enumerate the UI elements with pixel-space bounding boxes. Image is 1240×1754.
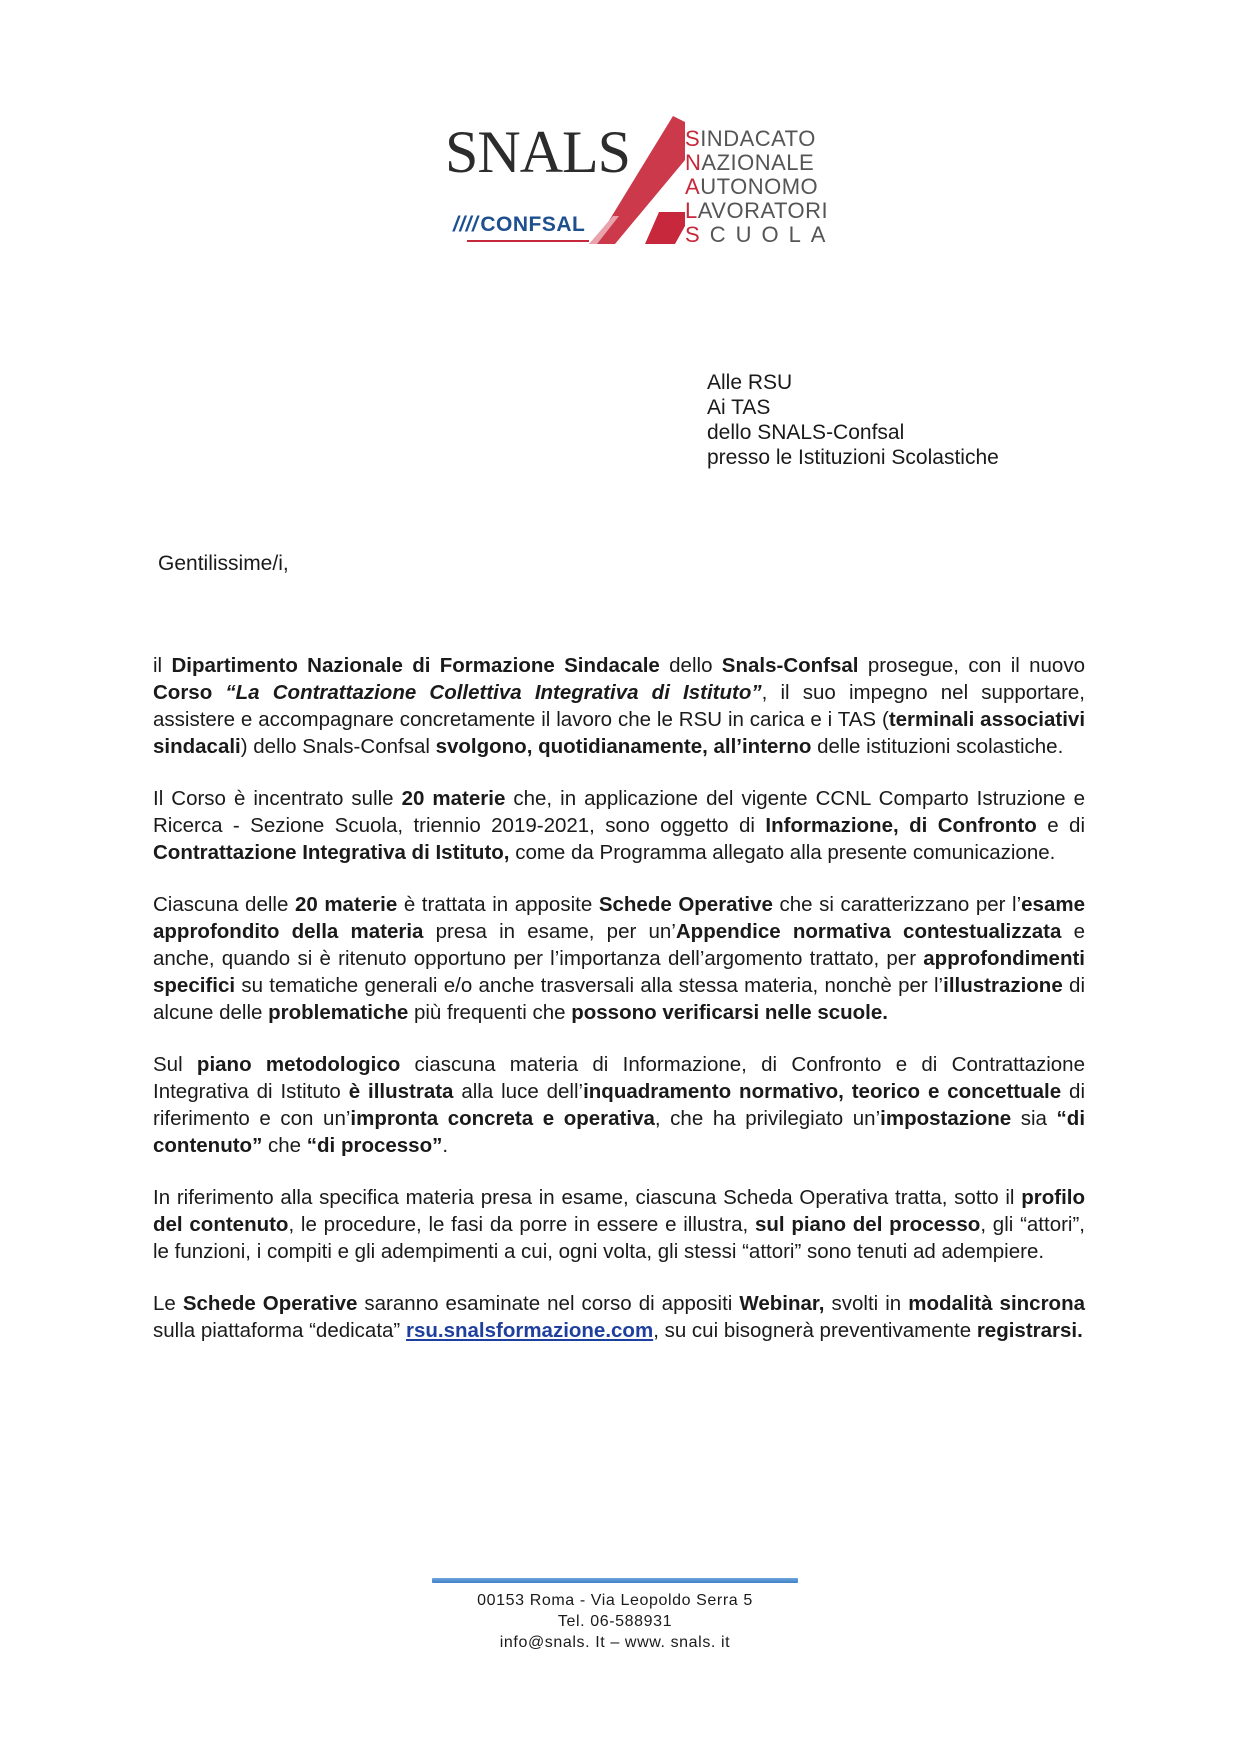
paragraph-text: ) dello Snals-Confsal xyxy=(240,735,436,758)
footer-web: info@snals. It – www. snals. it xyxy=(499,1634,731,1651)
emphasized-text: Schede Operative xyxy=(598,893,773,916)
emphasized-text: problematiche xyxy=(268,1001,409,1024)
paragraph-text: sulla piattaforma “dedicata” xyxy=(153,1319,406,1342)
footer-contacts xyxy=(432,1590,798,1653)
paragraph-text: Il Corso è incentrato sulle xyxy=(153,787,402,810)
paragraph-text: , il suo impegno nel supportare, assistere e accompagnare concretamente il lavoro che le RSU in carica e i TAS ( xyxy=(153,681,1085,731)
logo-name-line: NAZIONALE xyxy=(685,150,815,175)
paragraph-text: , gli “attori”, le funzioni, i compiti e gli adempimenti a cui, ogni volta, gli stessi “attori” sono tenuti ad adempiere. xyxy=(153,1213,1085,1263)
emphasized-text: approfondimenti specifici xyxy=(153,947,1085,997)
emphasized-text: registrarsi. xyxy=(976,1319,1083,1342)
logo-confsal: ////CONFSAL xyxy=(453,213,586,236)
emphasized-text: inquadramento normativo, teorico e concettuale xyxy=(583,1080,1062,1103)
emphasized-text: “La Contrattazione Collettiva Integrativa di Istituto” xyxy=(212,681,762,704)
paragraph-text: , le procedure, le fasi da porre in essere e illustra, xyxy=(288,1213,755,1236)
paragraph-text: come da Programma allegato alla presente comunicazione. xyxy=(509,841,1056,864)
recipient-line: dello SNALS-Confsal xyxy=(707,421,905,444)
paragraph-text: ciascuna materia di Informazione, di Confronto e di Contrattazione Integrativa di Istituto xyxy=(153,1053,1085,1103)
logo-confsal-underline xyxy=(467,240,589,242)
paragraph-text: è trattata in apposite xyxy=(397,893,599,916)
paragraph-text: In riferimento alla specifica materia presa in esame, ciascuna Scheda Operativa tratta, sotto il xyxy=(153,1186,1022,1209)
footer-address: 00153 Roma - Via Leopoldo Serra 5 xyxy=(477,1592,753,1609)
paragraph-text: su tematiche generali e/o anche trasversali alla stessa materia, nonchè per l’ xyxy=(235,974,944,997)
paragraph-text: e anche, quando si è ritenuto opportuno per l’importanza dell’argomento trattato, per xyxy=(153,920,1085,970)
body-paragraph xyxy=(153,785,1085,866)
body-paragraph xyxy=(153,652,1085,760)
recipient-line: Alle RSU xyxy=(707,371,793,394)
emphasized-text: piano metodologico xyxy=(196,1053,401,1076)
body-paragraph xyxy=(153,1051,1085,1159)
logo-acronym: SNALS xyxy=(445,119,631,185)
emphasized-text: impostazione xyxy=(880,1107,1012,1130)
paragraph-text: che xyxy=(262,1134,307,1157)
emphasized-text: Schede Operative xyxy=(182,1292,358,1315)
emphasized-text: Contrattazione Integrativa di Istituto, xyxy=(153,841,510,864)
logo-name-line: SCUOLA xyxy=(685,222,836,247)
emphasized-text: svolgono, quotidianamente, all’interno xyxy=(435,735,812,758)
logo-full-name xyxy=(685,127,835,247)
paragraph-text: Ciascuna delle xyxy=(153,893,295,916)
paragraph-text: alla luce dell’ xyxy=(453,1080,584,1103)
emphasized-text: impronta concreta e operativa xyxy=(350,1107,655,1130)
paragraph-text: più frequenti che xyxy=(408,1001,572,1024)
paragraph-text: e di xyxy=(1036,814,1086,837)
logo-name-line: AUTONOMO xyxy=(685,174,819,199)
emphasized-text: Webinar, xyxy=(739,1292,825,1315)
snals-logo xyxy=(445,112,845,262)
paragraph-text: Le xyxy=(153,1292,183,1315)
paragraph-text: dello xyxy=(659,654,722,677)
paragraph-text: prosegue, con il nuovo xyxy=(858,654,1085,677)
emphasized-text: possono verificarsi nelle scuole. xyxy=(571,1001,888,1024)
emphasized-text: “di processo” xyxy=(306,1134,443,1157)
emphasized-text: esame approfondito della materia xyxy=(153,893,1085,943)
paragraph-text: che, in applicazione del vigente CCNL Comparto Istruzione e Ricerca - Sezione Scuola, triennio 2019-2021, sono oggetto di xyxy=(153,787,1085,837)
emphasized-text: sul piano del processo xyxy=(754,1213,981,1236)
paragraph-text: Sul xyxy=(153,1053,197,1076)
paragraph-text: . xyxy=(442,1134,449,1157)
paragraph-text: svolti in xyxy=(824,1292,909,1315)
recipients-block xyxy=(707,370,999,470)
platform-link[interactable]: rsu.snalsformazione.com xyxy=(405,1319,654,1342)
emphasized-text: Appendice normativa contestualizzata xyxy=(675,920,1062,943)
emphasized-text: Dipartimento Nazionale di Formazione Sindacale xyxy=(171,654,660,677)
footer-phone: Tel. 06-588931 xyxy=(557,1613,673,1630)
letter-body xyxy=(153,652,1085,1369)
recipient-line: Ai TAS xyxy=(707,396,771,419)
logo-swoosh-icon xyxy=(585,116,685,246)
emphasized-text: 20 materie xyxy=(401,787,506,810)
footer-divider xyxy=(432,1578,798,1583)
paragraph-text: , su cui bisognerà preventivamente xyxy=(653,1319,977,1342)
emphasized-text: 20 materie xyxy=(294,893,398,916)
recipient-line: presso le Istituzioni Scolastiche xyxy=(707,446,999,469)
body-paragraph xyxy=(153,891,1085,1026)
emphasized-text: illustrazione xyxy=(943,974,1063,997)
emphasized-text: Snals-Confsal xyxy=(721,654,859,677)
paragraph-text: delle istituzioni scolastiche. xyxy=(811,735,1064,758)
logo-name-line: LAVORATORI xyxy=(685,198,829,223)
paragraph-text: di riferimento e con un’ xyxy=(153,1080,1085,1130)
emphasized-text: terminali associativi sindacali xyxy=(153,708,1086,758)
paragraph-text: che si caratterizzano per l’ xyxy=(772,893,1022,916)
paragraph-text: di alcune delle xyxy=(153,974,1085,1024)
paragraph-text: il xyxy=(153,654,172,677)
emphasized-text: Informazione, di Confronto xyxy=(765,814,1037,837)
emphasized-text: Corso xyxy=(153,681,213,704)
emphasized-text: profilo del contenuto xyxy=(153,1186,1085,1236)
paragraph-text: presa in esame, per un’ xyxy=(423,920,676,943)
body-paragraph xyxy=(153,1184,1085,1265)
body-paragraph xyxy=(153,1290,1085,1344)
emphasized-text: “di contenuto” xyxy=(153,1107,1086,1157)
emphasized-text: modalità sincrona xyxy=(908,1292,1085,1315)
greeting: Gentilissime/i, xyxy=(158,552,289,575)
paragraph-text: , che ha privilegiato un’ xyxy=(654,1107,881,1130)
paragraph-text: saranno esaminate nel corso di appositi xyxy=(357,1292,740,1315)
logo-name-line: SINDACATO xyxy=(685,126,816,151)
emphasized-text: è illustrata xyxy=(348,1080,454,1103)
paragraph-text: sia xyxy=(1011,1107,1057,1130)
